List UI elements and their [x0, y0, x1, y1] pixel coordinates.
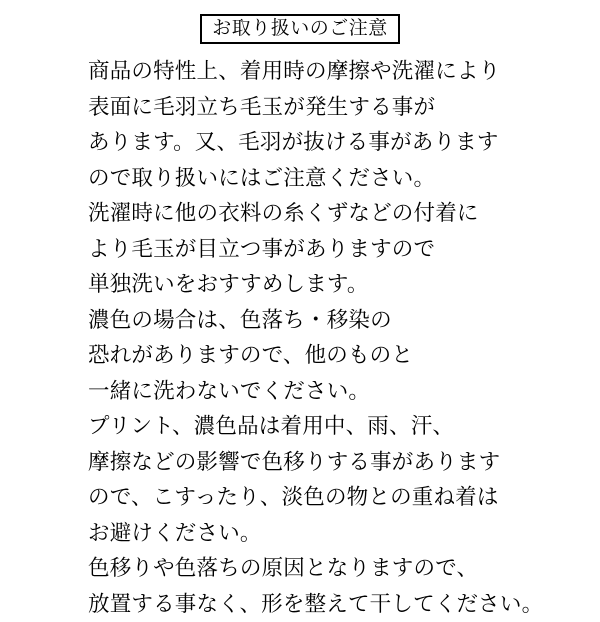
text-line: 恐れがありますので、他のものと — [88, 338, 590, 374]
text-line: あります。又、毛羽が抜ける事があります — [88, 125, 590, 161]
text-line: 商品の特性上、着用時の摩擦や洗濯により — [88, 54, 590, 90]
text-line: 表面に毛羽立ち毛玉が発生する事が — [88, 90, 590, 126]
care-instructions-body — [0, 54, 600, 622]
text-line: プリント、濃色品は着用中、雨、汗、 — [88, 409, 590, 445]
page-title: お取り扱いのご注意 — [200, 14, 400, 44]
text-line: 単独洗いをおすすめします。 — [88, 267, 590, 303]
text-line: 一緒に洗わないでください。 — [88, 374, 590, 410]
text-line: 色移りや色落ちの原因となりますので、 — [88, 551, 590, 587]
text-line: ので、こすったり、淡色の物との重ね着は — [88, 480, 590, 516]
text-line: 摩擦などの影響で色移りする事があります — [88, 445, 590, 481]
text-line: ので取り扱いにはご注意ください。 — [88, 161, 590, 197]
text-line: 濃色の場合は、色落ち・移染の — [88, 303, 590, 339]
text-line: お避けください。 — [88, 516, 590, 552]
text-line: 洗濯時に他の衣料の糸くずなどの付着に — [88, 196, 590, 232]
text-line: 放置する事なく、形を整えて干してください。 — [88, 587, 590, 622]
title-container — [0, 14, 600, 44]
text-line: より毛玉が目立つ事がありますので — [88, 232, 590, 268]
